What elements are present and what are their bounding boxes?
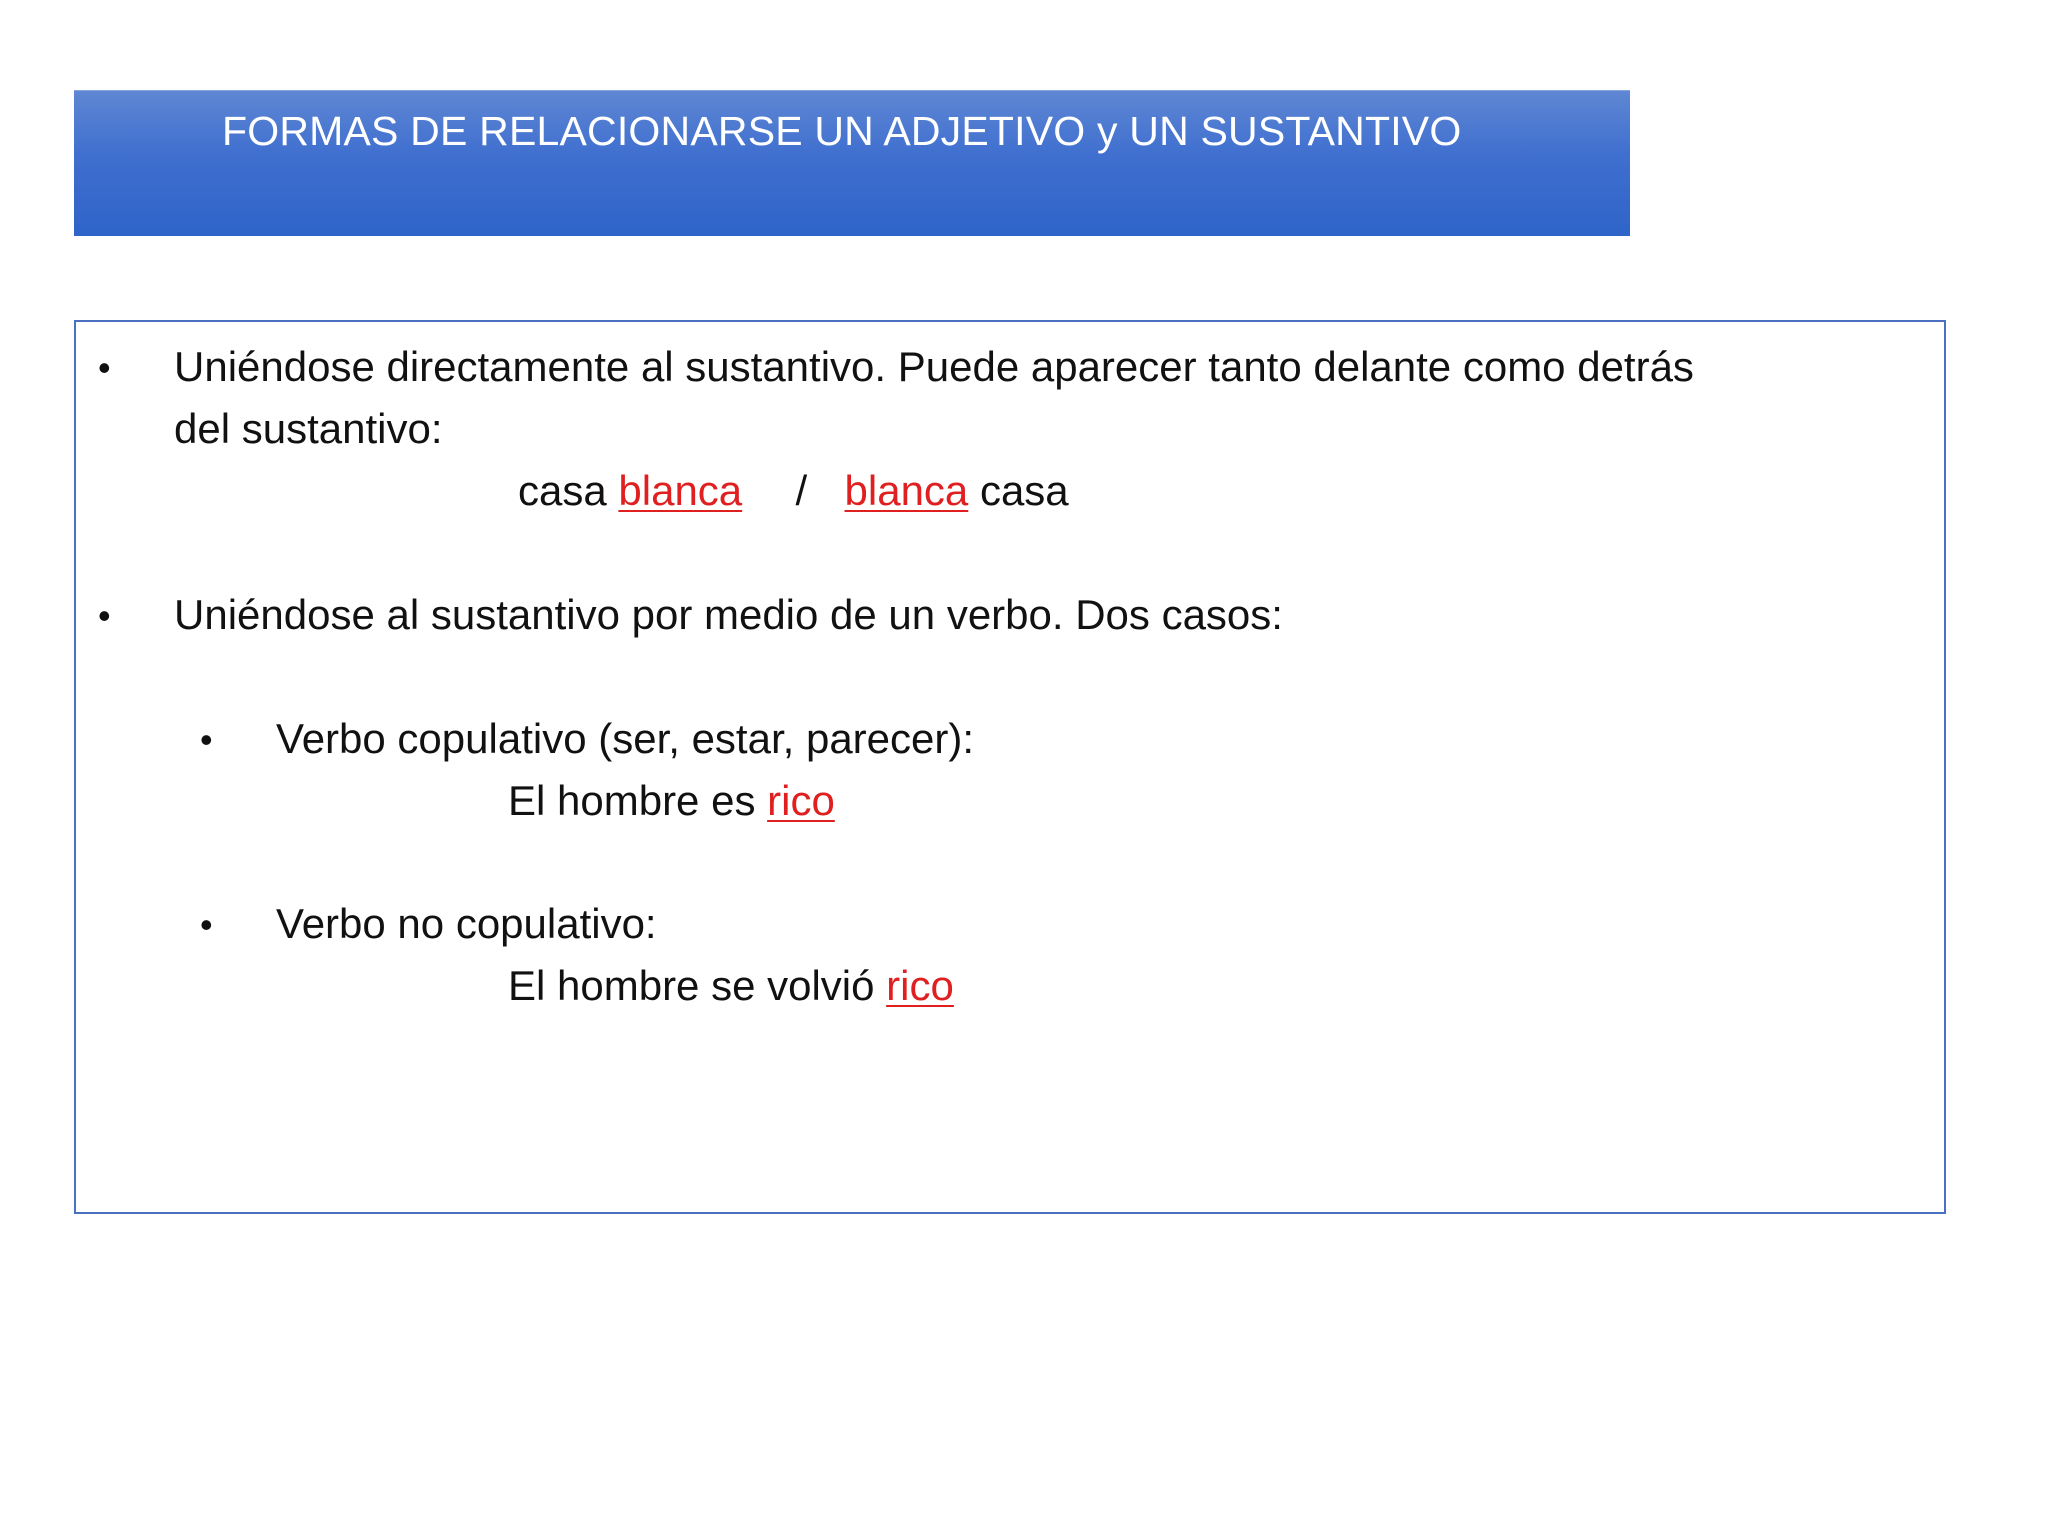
sub-bullet-marker: • xyxy=(200,904,213,945)
sub2-example-adjective: rico xyxy=(886,962,954,1009)
slide-title: FORMAS DE RELACIONARSE UN ADJETIVO y UN SUSTANTIVO xyxy=(222,108,1462,154)
bullet1-line2: del sustantivo: xyxy=(174,405,443,452)
sub2-example-plain: El hombre se volvió xyxy=(508,962,875,1009)
example-word-casa: casa xyxy=(518,467,607,514)
example-adjective-blanca: blanca xyxy=(618,467,743,514)
bullet1-line1: Uniéndose directamente al sustantivo. Puede aparecer tanto delante como detrás xyxy=(174,343,1694,390)
sub1-text: Verbo copulativo (ser, estar, parecer): xyxy=(276,715,975,762)
sub2-text: Verbo no copulativo: xyxy=(276,900,657,947)
sub1-example-plain: El hombre es xyxy=(508,777,756,824)
sub-bullet-marker: • xyxy=(200,719,213,760)
sub1-example xyxy=(508,777,835,824)
title-banner xyxy=(74,90,1630,236)
example-word-casa: casa xyxy=(979,467,1069,514)
bullet-marker: • xyxy=(98,595,111,636)
example-adjective-blanca: blanca xyxy=(844,467,969,514)
sub2-example xyxy=(508,962,954,1009)
bullet2-text: Uniéndose al sustantivo por medio de un verbo. Dos casos: xyxy=(174,591,1283,638)
example-separator: / xyxy=(795,467,808,514)
sub1-example-adjective: rico xyxy=(767,777,835,824)
bullet-marker: • xyxy=(98,347,111,388)
bullet1-example xyxy=(518,467,1069,514)
content-box xyxy=(74,320,1946,1214)
